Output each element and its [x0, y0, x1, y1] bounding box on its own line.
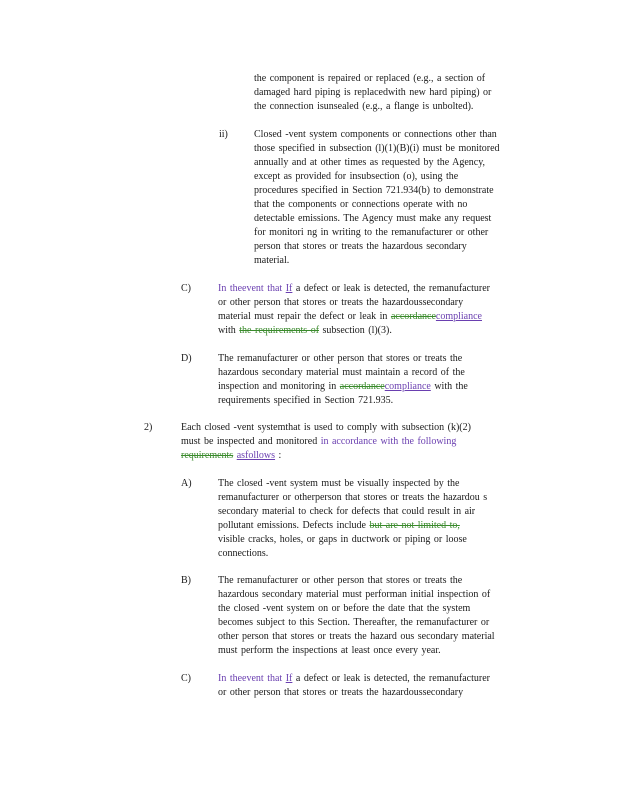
text-line: [218, 672, 518, 686]
text-line: secondary material to check for defects that could result in air: [218, 506, 476, 517]
continuation-paragraph: [254, 72, 532, 114]
text-line: hazardous secondary material must maintain a record of the: [218, 367, 465, 378]
text-line: that the components or connections operate with no: [254, 199, 468, 210]
text-line: the connection isunsealed (e.g., a flange is unbolted).: [254, 101, 474, 112]
text-run: a defect or leak is detected, the remanufacturer: [292, 283, 490, 294]
text-line: damaged hard piping is replacedwith new hard piping) or: [254, 87, 492, 98]
item-marker-b: B): [181, 575, 191, 586]
inserted-text: asfollows: [236, 450, 276, 461]
item-marker-d: D): [181, 353, 192, 364]
inserted-text: If: [285, 283, 293, 294]
text-line: must perform the inspections at least once every year.: [218, 645, 441, 656]
text-line: becomes subject to this Section. Thereafter, the remanufacturer or: [218, 617, 490, 628]
inserted-text: compliance: [384, 381, 431, 392]
text-line: material.: [254, 255, 290, 266]
text-line: [181, 449, 521, 463]
item-c-second-paragraph: [218, 672, 518, 700]
text-line: hazardous secondary material must performan initial inspection of: [218, 589, 491, 600]
text-run: with: [218, 325, 240, 336]
deleted-text: accordance: [339, 381, 385, 392]
text-run: subsection (l)(3).: [319, 325, 392, 336]
text-line: The closed -vent system must be visually inspected by the: [218, 478, 460, 489]
text-line: annually and at other times as requested by the Agency,: [254, 157, 486, 168]
inserted-text: In theevent that: [218, 283, 283, 294]
item-c-paragraph: [218, 282, 518, 338]
item-b-paragraph: [218, 574, 538, 658]
text-run: inspection and monitoring in: [218, 381, 340, 392]
text-line: other person that stores or treats the hazard ous secondary material: [218, 631, 495, 642]
text-line: person that stores or treats the hazardous secondary: [254, 241, 467, 252]
text-run: :: [278, 450, 282, 461]
text-line: or other person that stores or treats the hazardoussecondary: [218, 297, 464, 308]
text-line: for monitori ng in writing to the remanufacturer or other: [254, 227, 489, 238]
text-line: visible cracks, holes, or gaps in ductwork or piping or loose: [218, 534, 467, 545]
text-run: must be inspected and monitored: [181, 436, 321, 447]
deleted-text: requirements: [181, 450, 234, 461]
text-line: the closed -vent system on or before the date that the system: [218, 603, 471, 614]
text-run: with the: [434, 381, 468, 392]
inserted-text: In theevent that: [218, 673, 283, 684]
item-2-paragraph: [181, 421, 521, 463]
text-line: [218, 380, 532, 394]
inserted-text: compliance: [435, 311, 482, 322]
item-a-paragraph: [218, 477, 534, 561]
text-line: [218, 310, 518, 324]
text-line: Closed -vent system components or connections other than: [254, 129, 497, 140]
text-line: remanufacturer or otherperson that stores or treats the hazardou s: [218, 492, 488, 503]
text-line: Each closed -vent systemthat is used to comply with subsection (k)(2): [181, 422, 471, 433]
item-marker-a: A): [181, 478, 192, 489]
text-line: connections.: [218, 548, 269, 559]
text-line: The remanufacturer or other person that stores or treats the: [218, 575, 463, 586]
text-line: those specified in subsection (l)(1)(B)(i) must be monitored: [254, 143, 500, 154]
text-run: pollutant emissions. Defects include: [218, 520, 370, 531]
text-line: detectable emissions. The Agency must make any request: [254, 213, 492, 224]
text-line: or other person that stores or treats the hazardoussecondary: [218, 687, 464, 698]
text-line: [218, 324, 518, 338]
item-ii-paragraph: [254, 128, 532, 268]
deleted-text: but are not limited to,: [369, 520, 460, 531]
text-line: except as provided for insubsection (o), using the: [254, 171, 459, 182]
text-line: The remanufacturer or other person that stores or treats the: [218, 353, 463, 364]
item-d-paragraph: [218, 352, 532, 408]
text-run: a defect or leak is detected, the remanufacturer: [292, 673, 490, 684]
text-line: [218, 519, 534, 533]
inserted-text: in accordance with the following: [320, 436, 457, 447]
deleted-text: accordance: [390, 311, 436, 322]
item-marker-c: C): [181, 283, 191, 294]
item-marker-ii: ii): [219, 129, 228, 140]
text-line: procedures specified in Section 721.934(b) to demonstrate: [254, 185, 494, 196]
text-line: [218, 282, 518, 296]
text-line: the component is repaired or replaced (e.g., a section of: [254, 73, 486, 84]
text-line: [181, 435, 521, 449]
inserted-text: If: [285, 673, 293, 684]
text-run: material must repair the defect or leak in: [218, 311, 391, 322]
item-marker-c-second: C): [181, 673, 191, 684]
text-line: requirements specified in Section 721.935.: [218, 395, 394, 406]
deleted-text: the requirements of: [239, 325, 320, 336]
item-marker-2: 2): [144, 422, 153, 433]
